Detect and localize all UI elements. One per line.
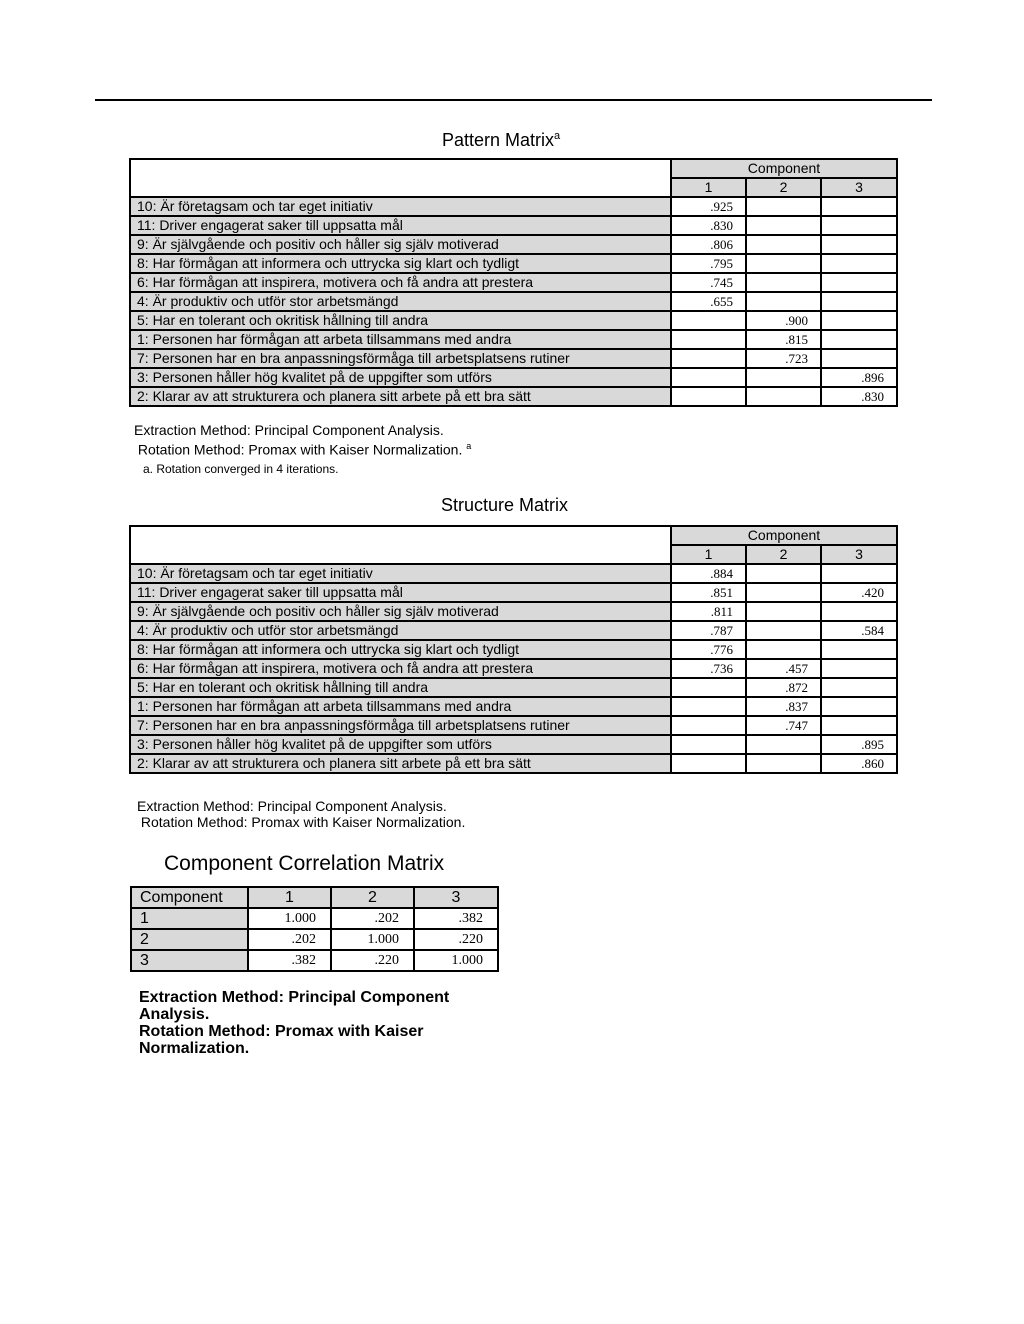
row-label: 2: Klarar av att strukturera och planera sitt arbete på ett bra sätt (130, 387, 671, 406)
correlation-cell: .382 (248, 950, 331, 971)
column-header-3: 3 (821, 545, 897, 564)
table-row (130, 640, 897, 659)
loading-cell (821, 697, 897, 716)
loading-cell (746, 197, 821, 216)
row-label: 6: Har förmågan att inspirera, motivera och få andra att prestera (130, 273, 671, 292)
loading-cell: .723 (746, 349, 821, 368)
column-header-1: 1 (671, 545, 746, 564)
correlation-cell: .220 (414, 929, 498, 950)
row-label: 9: Är självgående och positiv och håller sig själv motiverad (130, 235, 671, 254)
column-header-3: 3 (821, 178, 897, 197)
loading-cell (746, 235, 821, 254)
row-label: 9: Är självgående och positiv och håller sig själv motiverad (130, 602, 671, 621)
loading-cell (821, 678, 897, 697)
loading-cell (671, 678, 746, 697)
loading-cell: .900 (746, 311, 821, 330)
loading-cell (821, 311, 897, 330)
top-rule (95, 99, 932, 101)
loading-cell: .896 (821, 368, 897, 387)
loading-cell (746, 621, 821, 640)
correlation-cell: 1.000 (331, 929, 414, 950)
row-label: 1: Personen har förmågan att arbeta tillsammans med andra (130, 330, 671, 349)
loading-cell: .811 (671, 602, 746, 621)
loading-cell: .830 (671, 216, 746, 235)
pattern-title-sup: a (554, 130, 561, 142)
loading-cell: .884 (671, 564, 746, 583)
table-row (130, 602, 897, 621)
correlation-matrix-table (130, 886, 499, 972)
table-row (130, 235, 897, 254)
pattern-extraction-note: Extraction Method: Principal Component Analysis. (134, 422, 444, 438)
loading-cell: .745 (671, 273, 746, 292)
row-label: 5: Har en tolerant och okritisk hållning till andra (130, 678, 671, 697)
loading-cell (746, 216, 821, 235)
table-row (130, 583, 897, 602)
row-label: 3 (131, 950, 248, 971)
row-label: 5: Har en tolerant och okritisk hållning till andra (130, 311, 671, 330)
loading-cell (746, 735, 821, 754)
correlation-extraction-note: Extraction Method: Principal Component Analysis. (139, 989, 450, 1023)
loading-cell (671, 735, 746, 754)
table-row (131, 908, 498, 929)
row-label: 3: Personen håller hög kvalitet på de uppgifter som utförs (130, 368, 671, 387)
table-row (130, 735, 897, 754)
correlation-cell: .382 (414, 908, 498, 929)
corner-cell (130, 159, 671, 197)
table-row (130, 754, 897, 773)
loading-cell (671, 311, 746, 330)
column-header-1: 1 (671, 178, 746, 197)
loading-cell (746, 292, 821, 311)
loading-cell (821, 602, 897, 621)
row-label: 4: Är produktiv och utför stor arbetsmängd (130, 621, 671, 640)
row-label: 7: Personen har en bra anpassningsförmåga till arbetsplatsens rutiner (130, 349, 671, 368)
loading-cell: .860 (821, 754, 897, 773)
loading-cell: .806 (671, 235, 746, 254)
loading-cell (671, 330, 746, 349)
table-row (130, 678, 897, 697)
loading-cell (746, 254, 821, 273)
row-label: 2 (131, 929, 248, 950)
loading-cell: .851 (671, 583, 746, 602)
loading-cell (821, 659, 897, 678)
loading-cell: .584 (821, 621, 897, 640)
loading-cell (821, 254, 897, 273)
row-label: 11: Driver engagerat saker till uppsatta mål (130, 216, 671, 235)
loading-cell (821, 197, 897, 216)
loading-cell (746, 273, 821, 292)
loading-cell (746, 368, 821, 387)
column-header-2: 2 (331, 887, 414, 908)
correlation-cell: 1.000 (414, 950, 498, 971)
correlation-cell: .202 (248, 929, 331, 950)
loading-cell (671, 754, 746, 773)
row-label: 1: Personen har förmågan att arbeta tillsammans med andra (130, 697, 671, 716)
loading-cell (821, 216, 897, 235)
row-label: 8: Har förmågan att informera och uttrycka sig klart och tydligt (130, 254, 671, 273)
row-label: 4: Är produktiv och utför stor arbetsmängd (130, 292, 671, 311)
correlation-method-note (139, 989, 499, 1057)
loading-cell (671, 716, 746, 735)
table-row (130, 197, 897, 216)
row-label: 7: Personen har en bra anpassningsförmåga till arbetsplatsens rutiner (130, 716, 671, 735)
column-header-2: 2 (746, 178, 821, 197)
row-label: 2: Klarar av att strukturera och planera sitt arbete på ett bra sätt (130, 754, 671, 773)
loading-cell (671, 368, 746, 387)
pattern-rotation-note: Rotation Method: Promax with Kaiser Normalization. $^a$ (134, 441, 472, 458)
table-row (130, 330, 897, 349)
loading-cell (821, 564, 897, 583)
loading-cell (821, 330, 897, 349)
pattern-matrix-table (129, 158, 898, 407)
loading-cell: .655 (671, 292, 746, 311)
pattern-matrix-title (442, 130, 560, 151)
row-label: 11: Driver engagerat saker till uppsatta mål (130, 583, 671, 602)
loading-cell: .815 (746, 330, 821, 349)
table-row (130, 368, 897, 387)
loading-cell (746, 564, 821, 583)
table-row (131, 950, 498, 971)
row-label: 1 (131, 908, 248, 929)
correlation-matrix-title: Component Correlation Matrix (164, 852, 445, 875)
table-row (130, 621, 897, 640)
table-row (130, 697, 897, 716)
table-row (130, 254, 897, 273)
table-row (130, 659, 897, 678)
loading-cell (821, 235, 897, 254)
loading-cell (821, 640, 897, 659)
pattern-title-text: Pattern Matrix (442, 130, 555, 150)
structure-rotation-note: Rotation Method: Promax with Kaiser Normalization. (137, 814, 466, 830)
column-header-1: 1 (248, 887, 331, 908)
loading-cell (746, 602, 821, 621)
loading-cell: .895 (821, 735, 897, 754)
table-row (130, 311, 897, 330)
correlation-cell: .220 (331, 950, 414, 971)
component-header: Component (671, 526, 897, 545)
table-row (130, 564, 897, 583)
loading-cell (821, 716, 897, 735)
loading-cell (746, 640, 821, 659)
table-row (131, 929, 498, 950)
loading-cell: .837 (746, 697, 821, 716)
table-row (130, 349, 897, 368)
column-header-2: 2 (746, 545, 821, 564)
loading-cell: .795 (671, 254, 746, 273)
structure-matrix-table (129, 525, 898, 774)
loading-cell: .457 (746, 659, 821, 678)
correlation-cell: .202 (331, 908, 414, 929)
loading-cell (821, 349, 897, 368)
loading-cell: .776 (671, 640, 746, 659)
structure-matrix-title: Structure Matrix (441, 495, 569, 515)
row-label: 10: Är företagsam och tar eget initiativ (130, 564, 671, 583)
corner-cell (130, 526, 671, 564)
loading-cell (821, 292, 897, 311)
column-header-3: 3 (414, 887, 498, 908)
loading-cell: .925 (671, 197, 746, 216)
loading-cell (671, 697, 746, 716)
table-row (130, 273, 897, 292)
loading-cell: .787 (671, 621, 746, 640)
loading-cell (746, 754, 821, 773)
component-header: Component (671, 159, 897, 178)
loading-cell: .736 (671, 659, 746, 678)
table-row (130, 216, 897, 235)
table-row (130, 292, 897, 311)
loading-cell: .420 (821, 583, 897, 602)
table-row (130, 716, 897, 735)
loading-cell (671, 349, 746, 368)
correlation-cell: 1.000 (248, 908, 331, 929)
row-label: 8: Har förmågan att informera och uttrycka sig klart och tydligt (130, 640, 671, 659)
loading-cell (671, 387, 746, 406)
row-label: 10: Är företagsam och tar eget initiativ (130, 197, 671, 216)
loading-cell: .830 (821, 387, 897, 406)
table-row (130, 387, 897, 406)
pattern-footnote: a. Rotation converged in 4 iterations. (143, 462, 339, 476)
row-label: 6: Har förmågan att inspirera, motivera och få andra att prestera (130, 659, 671, 678)
row-label: 3: Personen håller hög kvalitet på de uppgifter som utförs (130, 735, 671, 754)
loading-cell (746, 583, 821, 602)
loading-cell (821, 273, 897, 292)
loading-cell: .747 (746, 716, 821, 735)
structure-extraction-note: Extraction Method: Principal Component Analysis. (137, 798, 447, 814)
correlation-rotation-note: Rotation Method: Promax with Kaiser Normalization. (139, 1023, 424, 1057)
corner-label: Component (131, 887, 248, 908)
loading-cell (746, 387, 821, 406)
loading-cell: .872 (746, 678, 821, 697)
